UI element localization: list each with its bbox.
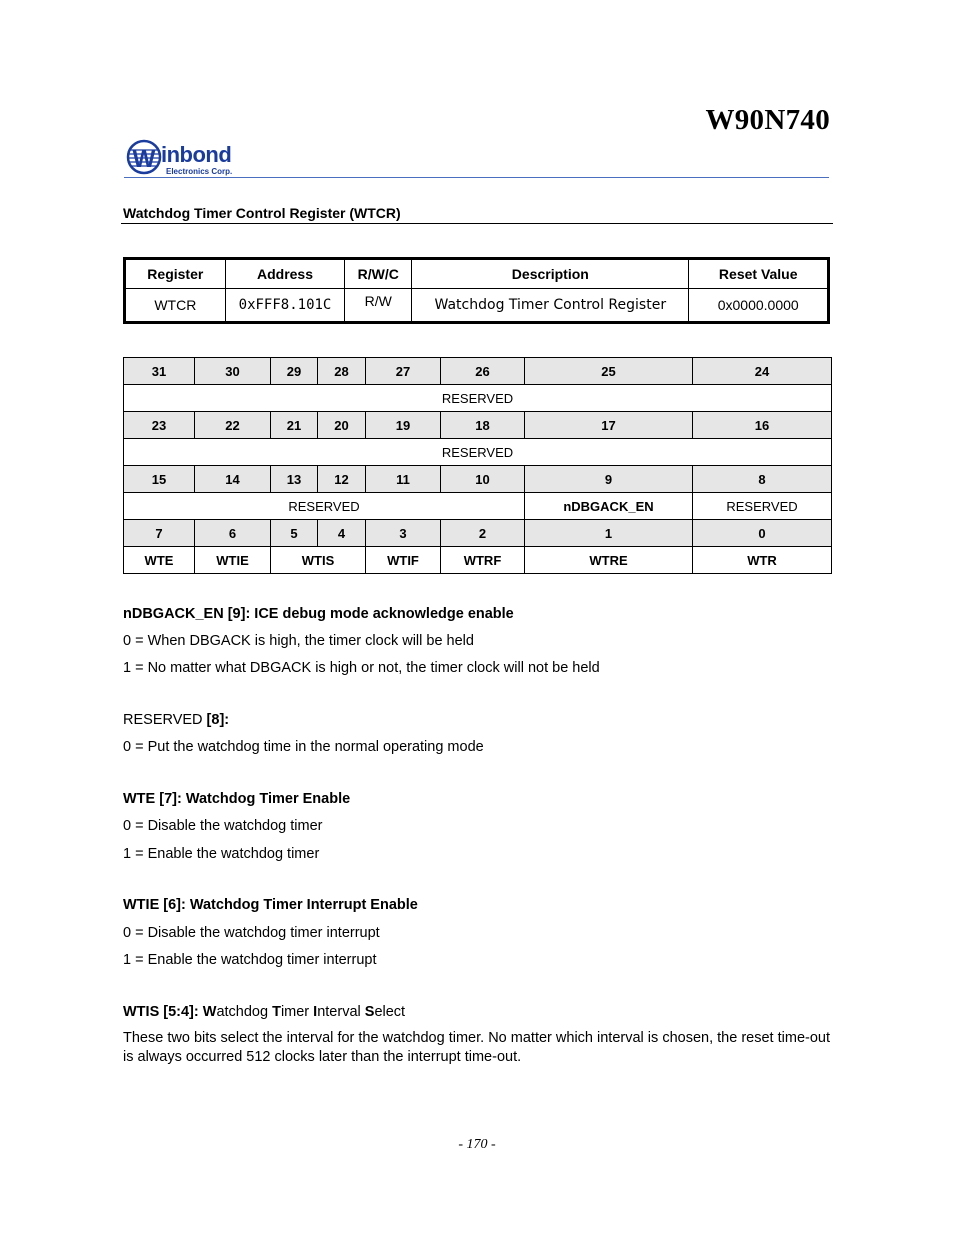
logo-wordmark: inbond: [161, 142, 232, 167]
wtis-heading-part: WTIS [5:4]: W: [123, 1004, 217, 1020]
bit-number: 11: [366, 466, 441, 493]
bit-field-row-23-16: [124, 439, 832, 466]
ndbgack-value-1: 1 = No matter what DBGACK is high or not, the timer clock will not be held: [123, 660, 600, 676]
wtie-value-1: 1 = Enable the watchdog timer interrupt: [123, 952, 377, 968]
bit-number: 21: [271, 412, 318, 439]
reserved-heading: [123, 710, 229, 730]
bit-number: 29: [271, 358, 318, 385]
bit-number: 28: [318, 358, 366, 385]
bit-number: 12: [318, 466, 366, 493]
header-rwc: R/W/C: [345, 259, 412, 289]
bit-field-table: [123, 357, 832, 574]
field-wtis: WTIS: [271, 547, 366, 574]
field-wtr: WTR: [693, 547, 832, 574]
wtis-heading-part: elect: [374, 1004, 406, 1020]
svg-text:W: W: [132, 146, 156, 173]
ndbgack-heading: nDBGACK_EN [9]: ICE debug mode acknowledge enable: [123, 606, 514, 622]
bit-number: 18: [441, 412, 525, 439]
cell-reset-value: 0x0000.0000: [689, 289, 829, 323]
bit-number: 25: [525, 358, 693, 385]
logo-subtitle: Electronics Corp.: [166, 167, 233, 176]
bit-number: 27: [366, 358, 441, 385]
field-reserved: RESERVED: [124, 385, 832, 412]
reserved-heading-bits: [8]:: [206, 712, 230, 728]
wtis-heading-part: T: [272, 1004, 281, 1020]
field-wtrf: WTRF: [441, 547, 525, 574]
bit-number: 4: [318, 520, 366, 547]
field-wtre: WTRE: [525, 547, 693, 574]
wtis-description: These two bits select the interval for the watchdog timer. No matter which interval is chosen, the reset time-out is always occurred 512 clocks later than the interrupt time-out.: [123, 1030, 830, 1065]
bit-number: 7: [124, 520, 195, 547]
header-divider: [124, 177, 829, 178]
bit-number: 0: [693, 520, 832, 547]
bit-number: 26: [441, 358, 525, 385]
bit-number: 30: [195, 358, 271, 385]
section-title: Watchdog Timer Control Register (WTCR): [123, 205, 401, 221]
wte-value-0: 0 = Disable the watchdog timer: [123, 818, 323, 834]
bit-number: 19: [366, 412, 441, 439]
bit-field-row-7-0: [124, 547, 832, 574]
wte-heading: WTE [7]: Watchdog Timer Enable: [123, 791, 351, 807]
register-summary-table: [123, 257, 830, 324]
bit-number: 10: [441, 466, 525, 493]
document-title: W90N740: [705, 104, 830, 136]
bit-number: 8: [693, 466, 832, 493]
wtis-heading-part: I: [313, 1004, 318, 1020]
cell-rwc: R/W: [345, 289, 412, 323]
wtie-heading: WTIE [6]: Watchdog Timer Interrupt Enable: [123, 897, 418, 913]
header-reset-value: Reset Value: [689, 259, 829, 289]
bit-number: 17: [525, 412, 693, 439]
bit-number: 24: [693, 358, 832, 385]
register-table-row: [125, 289, 829, 323]
bit-number: 23: [124, 412, 195, 439]
bit-number: 15: [124, 466, 195, 493]
section-divider: [121, 223, 833, 224]
field-ndbgack-en: nDBGACK_EN: [525, 493, 693, 520]
winbond-globe-icon: [126, 139, 162, 175]
header-description: Description: [412, 259, 689, 289]
reserved-value-0: 0 = Put the watchdog time in the normal operating mode: [123, 739, 484, 755]
wtis-heading-part: nterval: [317, 1004, 365, 1020]
wte-value-1: 1 = Enable the watchdog timer: [123, 846, 320, 862]
wtis-heading: [123, 1002, 405, 1022]
wtis-heading-part: atchdog: [216, 1004, 273, 1020]
bit-number-row-15-8: [124, 466, 832, 493]
cell-description: Watchdog Timer Control Register: [412, 289, 689, 323]
header-address: Address: [225, 259, 345, 289]
bit-number: 6: [195, 520, 271, 547]
field-reserved: RESERVED: [124, 493, 525, 520]
winbond-logo: [126, 138, 256, 180]
field-wtif: WTIF: [366, 547, 441, 574]
bit-number: 5: [271, 520, 318, 547]
cell-address: 0xFFF8.101C: [225, 289, 345, 323]
field-wtie: WTIE: [195, 547, 271, 574]
bit-number: 9: [525, 466, 693, 493]
reserved-heading-label: RESERVED: [123, 712, 203, 728]
bit-number: 3: [366, 520, 441, 547]
field-reserved: RESERVED: [124, 439, 832, 466]
bit-field-row-31-24: [124, 385, 832, 412]
bit-number: 31: [124, 358, 195, 385]
cell-register: WTCR: [125, 289, 226, 323]
bit-number-row-23-16: [124, 412, 832, 439]
bit-number: 13: [271, 466, 318, 493]
page-number: - 170 -: [458, 1137, 496, 1152]
field-reserved: RESERVED: [693, 493, 832, 520]
bit-number-row-31-24: [124, 358, 832, 385]
bit-number: 20: [318, 412, 366, 439]
bit-field-row-15-8: [124, 493, 832, 520]
bit-number: 22: [195, 412, 271, 439]
wtis-heading-part: S: [364, 1004, 375, 1020]
bit-number: 16: [693, 412, 832, 439]
wtie-value-0: 0 = Disable the watchdog timer interrupt: [123, 925, 380, 941]
bit-number: 14: [195, 466, 271, 493]
bit-number: 2: [441, 520, 525, 547]
wtis-heading-part: imer: [280, 1004, 314, 1020]
ndbgack-value-0: 0 = When DBGACK is high, the timer clock will be held: [123, 633, 474, 649]
bit-number: 1: [525, 520, 693, 547]
field-wte: WTE: [124, 547, 195, 574]
bit-number-row-7-0: [124, 520, 832, 547]
register-table-header-row: [125, 259, 829, 289]
header-register: Register: [125, 259, 226, 289]
